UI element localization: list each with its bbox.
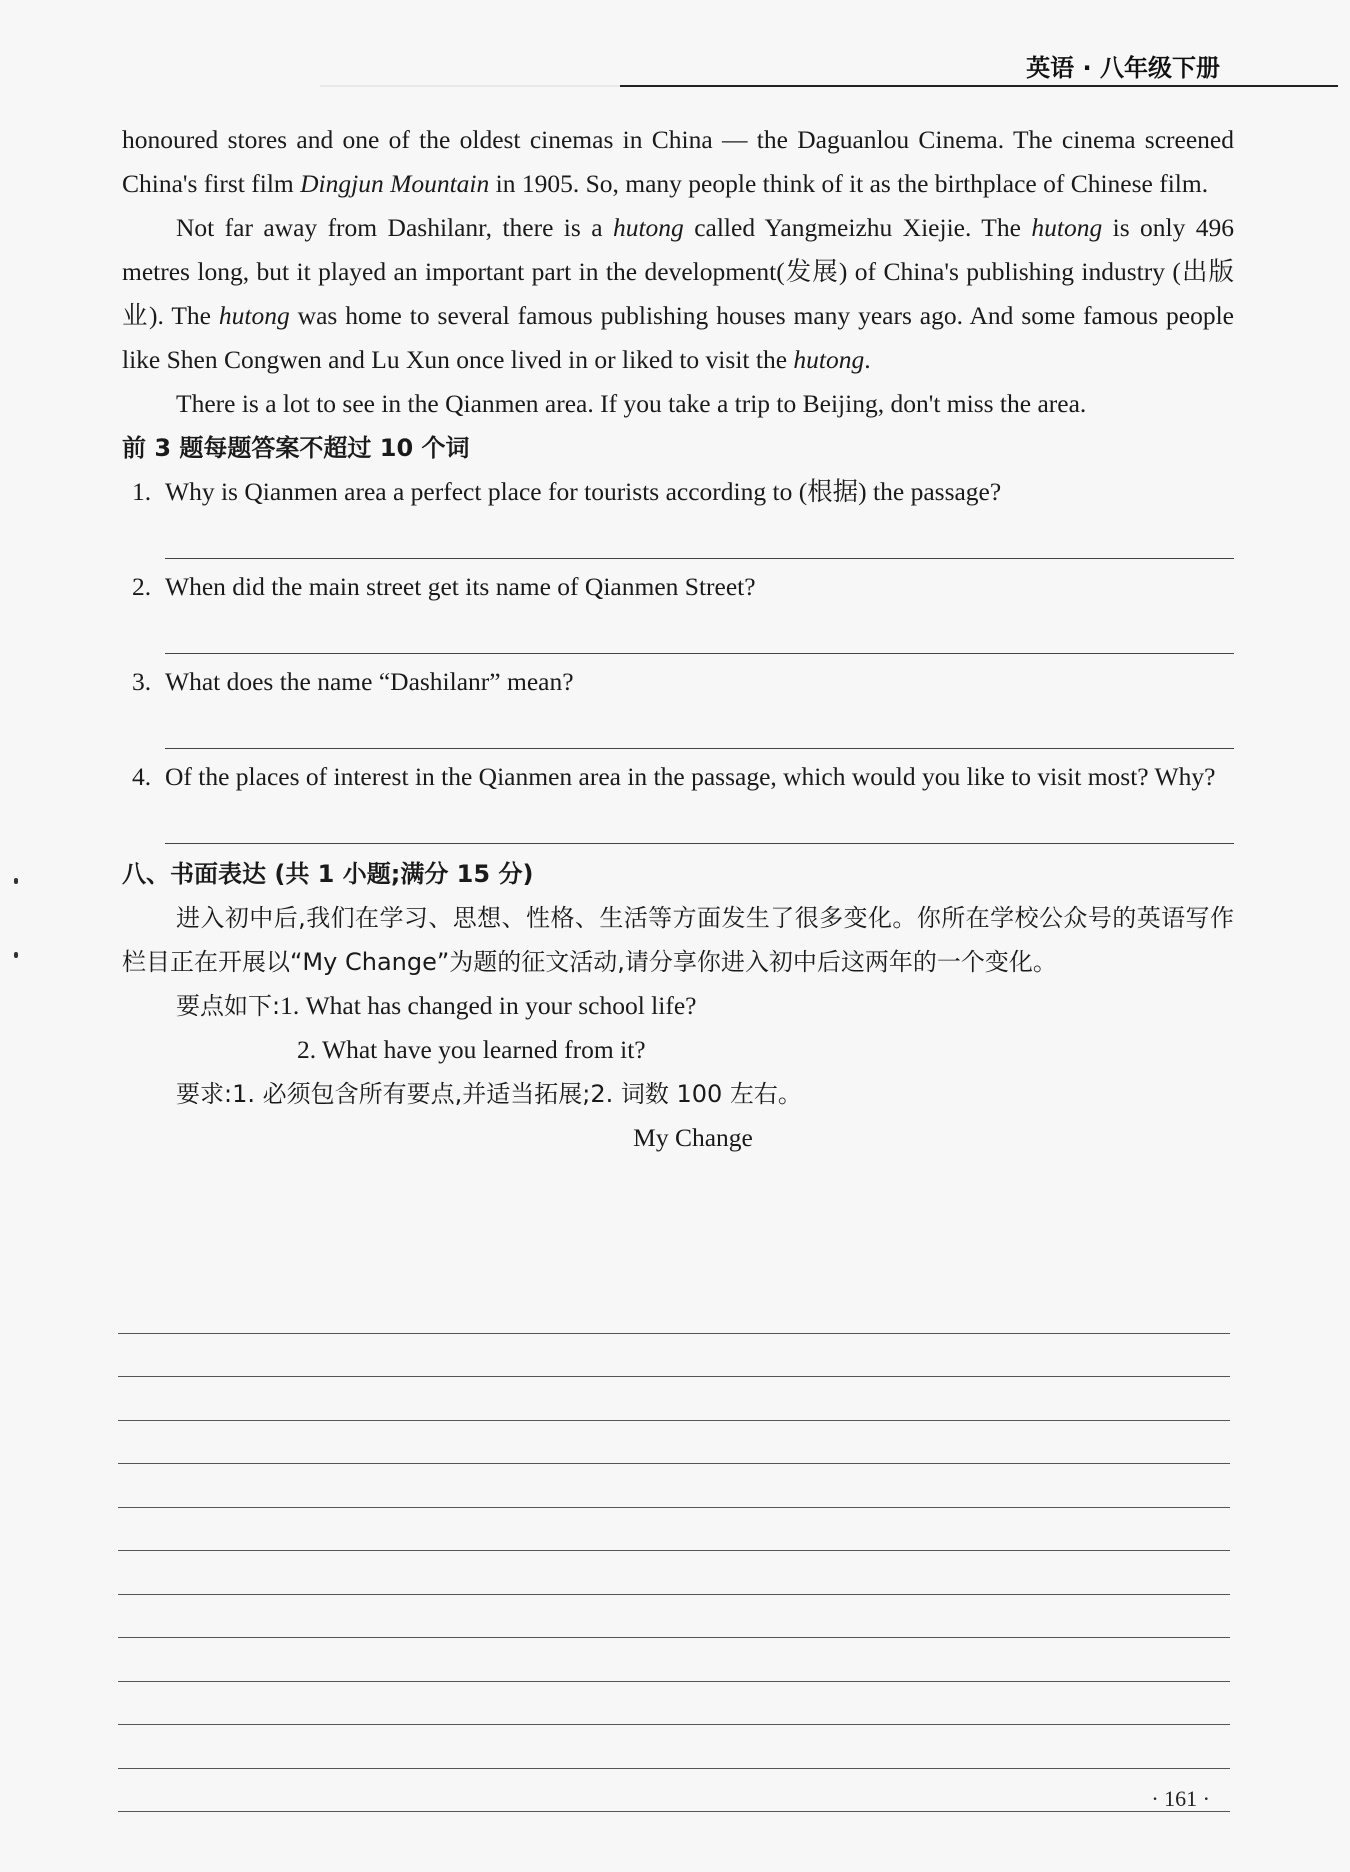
essay-title: My Change (633, 1123, 753, 1152)
writing-line[interactable] (118, 1377, 1230, 1421)
question-1 (122, 470, 1234, 514)
film-title: Dingjun Mountain (300, 169, 490, 198)
points-label: 要点如下: (176, 992, 281, 1020)
question-4 (122, 755, 1234, 799)
writing-line[interactable] (118, 1595, 1230, 1639)
answer-line-4[interactable] (165, 799, 1234, 844)
header-title: 英语 · 八年级下册 (1026, 54, 1220, 82)
question-3 (122, 660, 1234, 704)
margin-mark (14, 878, 18, 884)
passage-text: was home to several famous publishing houses many years ago. And some famous people like Shen Congwen and Lu Xun once lived in or liked to visit the (122, 301, 1234, 374)
question-number: 3. (132, 667, 152, 696)
passage-text: Not far away from Dashilanr, there is a (176, 213, 613, 242)
writing-line[interactable] (118, 1464, 1230, 1508)
writing-requirements: 要求:1. 必须包含所有要点,并适当拓展;2. 词数 100 左右。 (176, 1080, 802, 1108)
answer-line-3[interactable] (165, 704, 1234, 749)
writing-line[interactable] (118, 1725, 1230, 1769)
passage-text: in 1905. So, many people think of it as the birthplace of Chinese film. (489, 169, 1209, 198)
passage-text: . (864, 345, 871, 374)
point-1: 1. What has changed in your school life? (280, 991, 697, 1020)
question-instruction: 前 3 题每题答案不超过 10 个词 (122, 434, 470, 462)
question-text: Why is Qianmen area a perfect place for tourists according to (根据) the passage? (165, 477, 1002, 506)
question-text: What does the name “Dashilanr” mean? (165, 667, 574, 696)
question-number: 2. (132, 572, 152, 601)
passage-paragraph-1 (122, 118, 1234, 206)
writing-prompt: 进入初中后,我们在学习、思想、性格、生活等方面发生了很多变化。你所在学校公众号的英语写作栏目正在开展以“My Change”为题的征文活动,请分享你进入初中后这两年的一个变化。 (122, 904, 1234, 976)
writing-line[interactable] (118, 1638, 1230, 1682)
hutong-term: hutong (1031, 213, 1103, 242)
answer-line-1[interactable] (165, 514, 1234, 559)
page-number: · 161 · (1151, 1786, 1210, 1811)
header-rule-fade (320, 85, 620, 87)
page-content (122, 118, 1234, 1160)
passage-paragraph-3: There is a lot to see in the Qianmen area. If you take a trip to Beijing, don't miss the area. (176, 389, 1087, 418)
essay-writing-area[interactable] (118, 1290, 1230, 1812)
answer-line-2[interactable] (165, 609, 1234, 654)
question-number: 1. (132, 477, 152, 506)
margin-mark (14, 952, 18, 958)
passage-text: called Yangmeizhu Xiejie. The (683, 213, 1032, 242)
question-2 (122, 565, 1234, 609)
hutong-term: hutong (793, 345, 865, 374)
writing-line[interactable] (118, 1551, 1230, 1595)
writing-line[interactable] (118, 1508, 1230, 1552)
writing-line[interactable] (118, 1682, 1230, 1726)
writing-points (122, 984, 1234, 1028)
writing-section-heading: 八、书面表达 (共 1 小题;满分 15 分) (122, 860, 534, 888)
hutong-term: hutong (612, 213, 684, 242)
passage-text: honoured stores and one of the oldest cinemas in China — the Daguanlou Cinema. The cinema screened China's first film (122, 125, 1234, 198)
question-number: 4. (132, 762, 152, 791)
writing-line[interactable] (118, 1290, 1230, 1334)
writing-line[interactable] (118, 1421, 1230, 1465)
passage-text: is only 496 metres long, but it played an important part in the development(发展) of China's publishing industry (出版业). The (122, 213, 1235, 330)
writing-line[interactable] (118, 1769, 1230, 1813)
hutong-term: hutong (218, 301, 290, 330)
point-2: 2. What have you learned from it? (297, 1035, 646, 1064)
question-text: Of the places of interest in the Qianmen area in the passage, which would you like to visit most? Why? (165, 762, 1216, 791)
writing-line[interactable] (118, 1334, 1230, 1378)
passage-paragraph-2 (122, 206, 1234, 382)
question-text: When did the main street get its name of Qianmen Street? (165, 572, 756, 601)
